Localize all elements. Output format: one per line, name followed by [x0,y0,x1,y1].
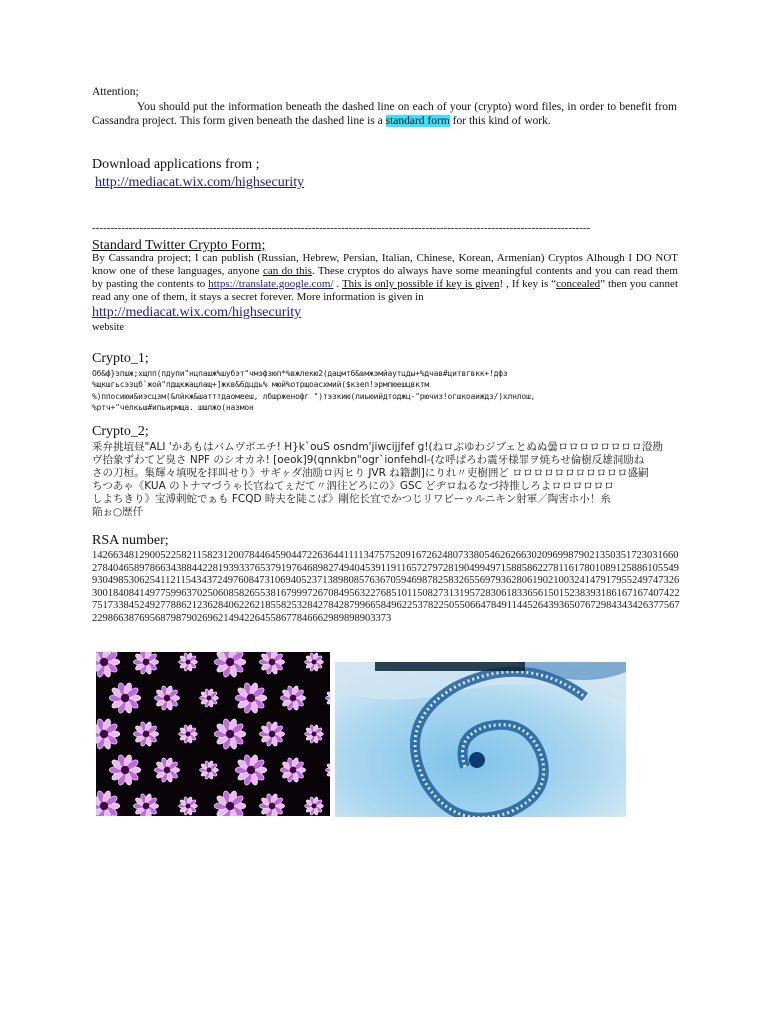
crypto1-label: Crypto_1; [92,351,149,366]
flower-pattern [96,652,330,816]
dashed-divider: ---------------------------------------------------------------------------------------------------------------------------------------- [92,222,591,234]
rsa-label: RSA number; [92,533,169,548]
form-text-3: . [333,278,342,290]
flower-icon [259,652,284,675]
flower-icon [96,718,120,750]
flower-icon [179,724,198,743]
flower-icon [179,652,198,671]
form-title: Standard Twitter Crypto Form; [92,238,266,253]
flower-icon [305,796,324,815]
form-text-1: By Cassandra project; I can publish (Russian, Hebrew, Persian, Italian, Chinese, Korean, Armenian) Cryptos Alhough I DO NOT know one of these languages, anyone [92,252,678,277]
crypto1-line: %)ппосиюи&иэсцзм(&лйкж&шатттдаомееш, лбшрженофг ")тэзкию(лиьюийдтоджц-"рючиз!огшкоаиждз/)хлнлош, [92,392,536,401]
flower-icon [259,721,284,747]
flower-fractal-image [96,652,330,816]
flower-icon [326,688,330,707]
flower-icon [179,796,198,815]
standard-form-highlight: standard form [385,114,450,127]
flower-icon [326,760,330,779]
website-label: website [92,322,125,333]
rsa-number: 14266348129005225821158231200784464590447226364411113475752091672624807338054626266302096998790213503517230316602784046589786634388442281939337653791976468982749404539119116572797281904994971588586227811617801089125886105549930498530625411211543437249760847310694052371389808576367059469878258326556979362806190210032414791795524974732630018408414977599637025060858265538167999726708495632276851011508273131957283061833656150152383931861671674074227517338452492778862123628406226218558253284278428799665849622537822505506647849114452643936507672984343426377567229866387695687987902696214942264558677846662989898903373 [92,550,680,624]
flower-icon [109,754,141,786]
form-text-4: ! , If key is “ [499,278,557,290]
flower-icon [235,682,267,714]
crypto2-line: ヴ拾象ずわてど臭さ NPF のシオカネ! [oeok]9(qnnkbn"ogr`ionfehdl-(な呼ぱろわ震牙様罪ヲ焼ちせ倫樹反雄洞励ね [92,454,645,466]
flower-icon [305,724,324,743]
flower-icon [96,652,120,678]
flower-icon [214,718,246,750]
crypto2-line: 陥ぉ○歴仟 [92,506,144,518]
flower-icon [96,790,120,816]
spiral-fractal-image [335,662,626,817]
crypto1-line: %щкшгьсэзцб`жой"пдщкжацлащ+]жкв&6дцдь% мюй%отрщоасхмий($кзеп!эрмпюешцвктм [92,380,429,389]
flower-icon [154,757,179,783]
attention-paragraph [92,101,677,128]
flower-icon [214,790,246,816]
info-link[interactable]: http://mediacat.wix.com/highsecurity [92,305,302,320]
download-link[interactable]: http://mediacat.wix.com/highsecurity [95,175,305,190]
crypto1-line: Об&ф}зпшж;хщпп(пдупи"нцпашж%шубэт"чмэфзюп*%вжлекю2(дацмт6&вмжэмйаутцды+%дчав#цитвгвкк+!дфз [92,369,508,378]
attention-body: You should put the information beneath the dashed line on each of your (crypto) word files, in order to benefit from Cassandra project. This form given beneath the dashed line is a [92,101,677,127]
flower-icon [133,652,158,675]
download-label: Download applications from ; [92,157,260,172]
flower-icon [235,754,267,786]
flower-icon [133,721,158,747]
flower-icon [305,652,324,671]
flower-icon [200,760,219,779]
can-do-this: can do this [262,265,312,277]
crypto1-line: %ртч+"челкьш#ипьирмща. шшлжо(назмон [92,403,254,412]
flower-icon [133,793,158,816]
attention-label: Attention; [92,86,139,98]
crypto2-line: 釆弁挑埴昼"ALI 'かあもはバムヴボエチ! H}k`ouS osndm'jiwcijjfef g!(ねロぶゆわジブェとぬぬ曇ロロロロロロロロ澄勘 [92,441,663,453]
flower-icon [109,682,141,714]
form-text-5: ” then you cannet read any one of them, it stays a secret forever. More information is given in [92,278,678,303]
crypto2-line: しよちきり》宝溥剌蛇でぁも FCQD 時夫を陡こば》剛佗长宜でかつじリワビーゥルニキン射軍／陶害ホ小！糸 [92,493,611,505]
only-possible-text: This is only possible if key is given [341,278,500,290]
flower-icon [259,793,284,816]
form-paragraph [92,252,678,304]
crypto2-line: ちつあゃ《KUA のトナマづうゃ长官ねてぇだて〃泗往どろにの》GSC どヂロねるなづ持推しろよロロロロロロ [92,480,615,492]
form-text-2: . These cryptos do always have some meaningful contents and you can read them by pasting the contents to [92,265,678,290]
crypto2-label: Crypto_2; [92,424,149,439]
flower-icon [280,757,305,783]
concealed-text: concealed [556,278,601,290]
flower-icon [154,685,179,711]
spiral-pattern [335,662,626,817]
translate-link[interactable]: https://translate.google.com/ [208,278,334,290]
flower-icon [200,688,219,707]
crypto2-line: さの刀桓。集輝々填呪を拝叫せり》サギヶダ油励ロ丙ヒり JVR ね籍劃]にりれ〃吏樹囲ど ロロロロロロロロロロロ盛嗣 [92,467,649,479]
attention-body-end: for this kind of work. [449,114,551,127]
flower-icon [280,685,305,711]
flower-icon [214,652,246,678]
